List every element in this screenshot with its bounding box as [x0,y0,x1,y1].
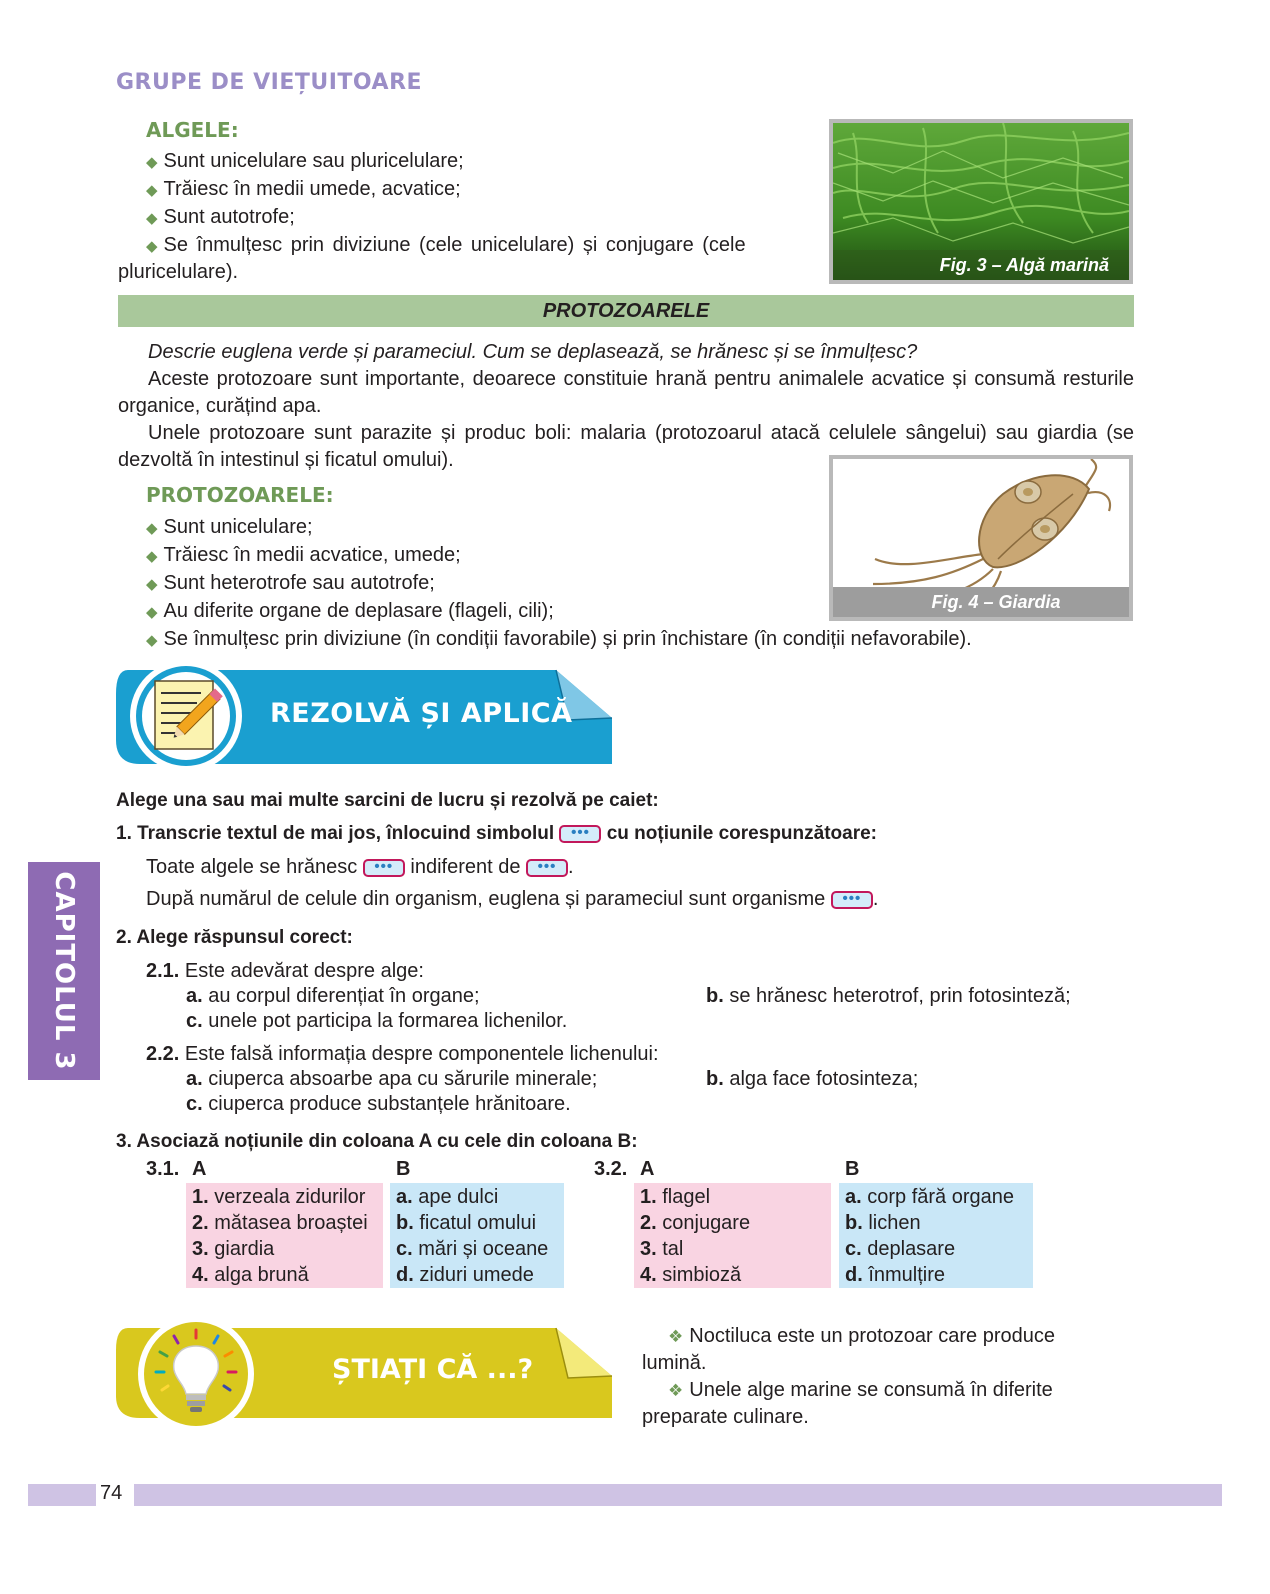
list-item: ◆ Sunt autotrofe; [146,206,295,228]
stiati-title: ȘTIAȚI CĂ ...? [332,1354,534,1385]
group-3-2-column-b [839,1183,1033,1288]
footer-bar-right [134,1484,1222,1506]
algele-bullet-continuation: pluricelulare). [118,261,239,283]
section-title: GRUPE DE VIEȚUITOARE [116,70,423,95]
group-3-2-column-a [634,1183,831,1288]
group-3-2-col-b-header: B [845,1158,860,1180]
option-2-2-b: b. alga face fotosinteza; [706,1068,919,1090]
task-1-line-2: După numărul de celule din organism, euglena și parameciul sunt organisme ••• . [146,888,879,910]
list-item: 4. simbioză [640,1264,742,1286]
list-item: 3. tal [640,1238,684,1260]
list-item: b. lichen [845,1212,921,1234]
tasks-intro: Alege una sau mai multe sarcini de lucru și rezolvă pe caiet: [116,790,659,811]
blank-symbol-icon: ••• [526,859,568,877]
task-1-title: 1. Transcrie textul de mai jos, înlocuind simbolul ••• cu noțiunile corespunzătoare: [116,823,877,844]
intro-question: Descrie euglena verde și parameciul. Cum se deplasează, se hrănesc și se înmulțesc? [148,341,918,363]
list-item: ◆ Au diferite organe de deplasare (flageli, cili); [146,600,554,622]
intro-paragraph-2: Unele protozoare sunt parazite și produc boli: malaria (protozoarul atacă celulele sângelui) sau giardia (se dezvoltă în intestinul și ficatul omului). [118,422,1134,471]
list-item: 2. mătasea broaștei [192,1212,368,1234]
footer-bar-left [28,1484,96,1506]
group-3-2-col-a-header: A [640,1158,655,1180]
question-2-1: 2.1. Este adevărat despre alge: [146,960,424,982]
protozoarele-heading: PROTOZOARELE: [146,483,334,507]
list-item: b. ficatul omului [396,1212,537,1234]
list-item: ◆ Sunt unicelulare sau pluricelulare; [146,150,464,172]
group-3-1-number: 3.1. [146,1158,180,1180]
group-3-1-col-b-header: B [396,1158,411,1180]
list-item: ◆ Se înmulțesc prin diviziune (cele unicelulare) și conjugare (cele [146,234,746,256]
task-2-title: 2. Alege răspunsul corect: [116,927,353,948]
algele-heading: ALGELE: [146,118,239,142]
list-item: 2. conjugare [640,1212,751,1234]
algele-bullet-list [146,148,806,260]
list-item: ◆ Se înmulțesc prin diviziune (în condiții favorabile) și prin închistare (în condiții nefavorabile). [146,628,972,650]
list-item: d. înmulțire [845,1264,946,1286]
list-item: ◆ Trăiesc în medii acvatice, umede; [146,544,461,566]
group-3-1-column-a [186,1183,383,1288]
group-3-1-column-b [390,1183,564,1288]
task-3-title: 3. Asociază noțiunile din coloana A cu cele din coloana B: [116,1131,638,1152]
protozoarele-band: PROTOZOARELE [118,295,1134,327]
figure-caption: Fig. 3 – Algă marină [939,255,1109,275]
list-item: 1. verzeala zidurilor [192,1186,366,1208]
light-bulb-icon [146,1324,246,1424]
chapter-label: CAPITOLUL 3 [49,871,79,1071]
list-item: 3. giardia [192,1238,275,1260]
list-item: c. deplasare [845,1238,956,1260]
blank-symbol-icon: ••• [363,859,405,877]
option-2-1-b: b. se hrănesc heterotrof, prin fotosinteză; [706,985,1071,1007]
giardia-figure [829,455,1133,621]
list-item: ◆ Sunt unicelulare; [146,516,313,538]
stiati-ca-banner [116,1318,616,1433]
fun-fact-2: ❖ Unele alge marine se consumă în diferite preparate culinare. [642,1379,1053,1428]
list-item: c. mări și oceane [396,1238,549,1260]
list-item: ◆ Trăiesc în medii umede, acvatice; [146,178,461,200]
blank-symbol-icon: ••• [831,891,873,909]
rezolva-si-aplica-banner [116,660,616,775]
group-3-1-col-a-header: A [192,1158,207,1180]
task-1-line-1: Toate algele se hrănesc ••• indiferent de ••• . [146,856,574,878]
list-item: a. corp fără organe [845,1186,1015,1208]
figure-caption: Fig. 4 – Giardia [833,587,1129,617]
list-item: d. ziduri umede [396,1264,534,1286]
option-2-2-a: a. ciuperca absoarbe apa cu sărurile minerale; [186,1068,598,1090]
option-2-2-c: c. ciuperca produce substanțele hrănitoare. [186,1093,571,1115]
question-2-2: 2.2. Este falsă informația despre componentele lichenului: [146,1043,659,1065]
rezolva-title: REZOLVĂ ȘI APLICĂ [270,698,573,729]
option-2-1-c: c. unele pot participa la formarea lichenilor. [186,1010,568,1032]
group-3-2-number: 3.2. [594,1158,628,1180]
option-2-1-a: a. au corpul diferențiat în organe; [186,985,480,1007]
list-item: a. ape dulci [396,1186,499,1208]
intro-paragraph-1: Aceste protozoare sunt importante, deoarece constituie hrană pentru animalele acvatice și consumă resturile organice, curățind apa. [118,368,1134,417]
blank-symbol-icon: ••• [559,825,601,843]
list-item: 1. flagel [640,1186,711,1208]
list-item: 4. alga brună [192,1264,309,1286]
page-number: 74 [100,1482,123,1504]
chapter-side-tab [28,862,100,1080]
notepad-pencil-icon [141,671,231,761]
list-item: ◆ Sunt heterotrofe sau autotrofe; [146,572,435,594]
fun-fact-1: ❖ Noctiluca este un protozoar care produce lumină. [642,1325,1056,1374]
algae-photo [829,119,1133,284]
